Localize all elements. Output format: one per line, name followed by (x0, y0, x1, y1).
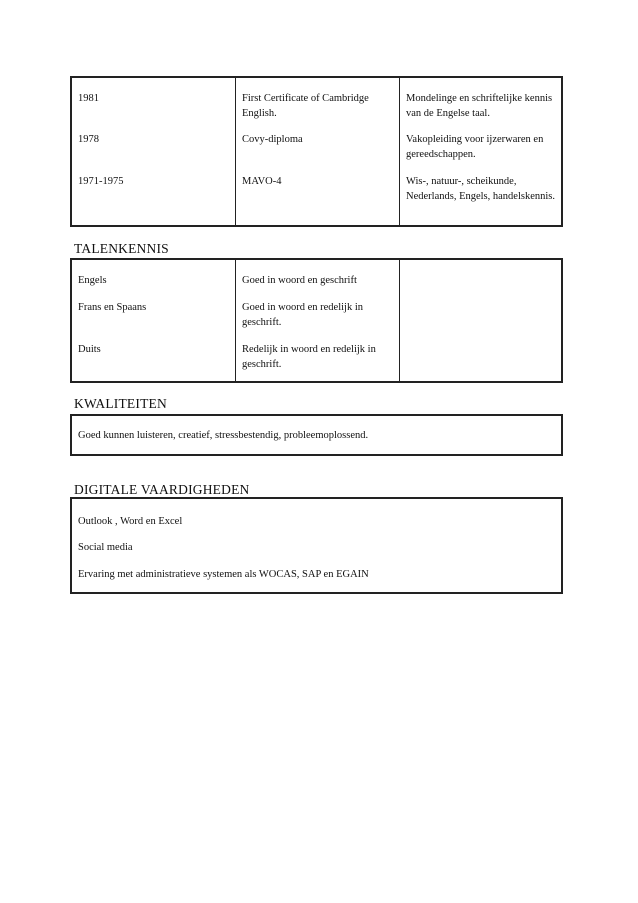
digital-skill-item: Ervaring met administratieve systemen als WOCAS, SAP en EGAIN (78, 569, 369, 580)
language-name: Duits (78, 344, 101, 355)
digital-skills-heading: DIGITALE VAARDIGHEDEN (74, 482, 250, 497)
education-year: 1978 (78, 134, 99, 145)
qualities-box (70, 414, 563, 456)
language-level: Goed in woord en redelijk in geschrift. (242, 302, 364, 328)
education-description: Wis-, natuur-, scheikunde, Nederlands, Engels, handelskennis. (406, 176, 556, 202)
education-year: 1971-1975 (78, 176, 124, 187)
column-divider (399, 78, 400, 225)
education-year: 1981 (78, 93, 99, 104)
digital-skill-item: Social media (78, 542, 133, 553)
digital-skills-box (70, 497, 563, 594)
language-name: Frans en Spaans (78, 302, 147, 313)
qualities-text: Goed kunnen luisteren, creatief, stressbestendig, probleemoplossend. (78, 430, 369, 441)
education-table (70, 76, 563, 227)
language-level: Redelijk in woord en redelijk in geschrift. (242, 344, 376, 370)
education-title: First Certificate of Cambridge English. (242, 93, 369, 119)
digital-skill-item: Outlook , Word en Excel (78, 516, 183, 527)
education-title: MAVO-4 (242, 176, 282, 187)
language-level: Goed in woord en geschrift (242, 275, 357, 286)
languages-table (70, 258, 563, 383)
language-name: Engels (78, 275, 107, 286)
column-divider (235, 78, 236, 225)
column-divider (399, 260, 400, 381)
education-description: Mondelinge en schriftelijke kennis van de Engelse taal. (406, 93, 553, 119)
education-title: Covy-diploma (242, 134, 303, 145)
column-divider (235, 260, 236, 381)
languages-heading: TALENKENNIS (74, 241, 169, 256)
education-description: Vakopleiding voor ijzerwaren en gereedschappen. (406, 134, 544, 160)
qualities-heading: KWALITEITEN (74, 396, 167, 411)
